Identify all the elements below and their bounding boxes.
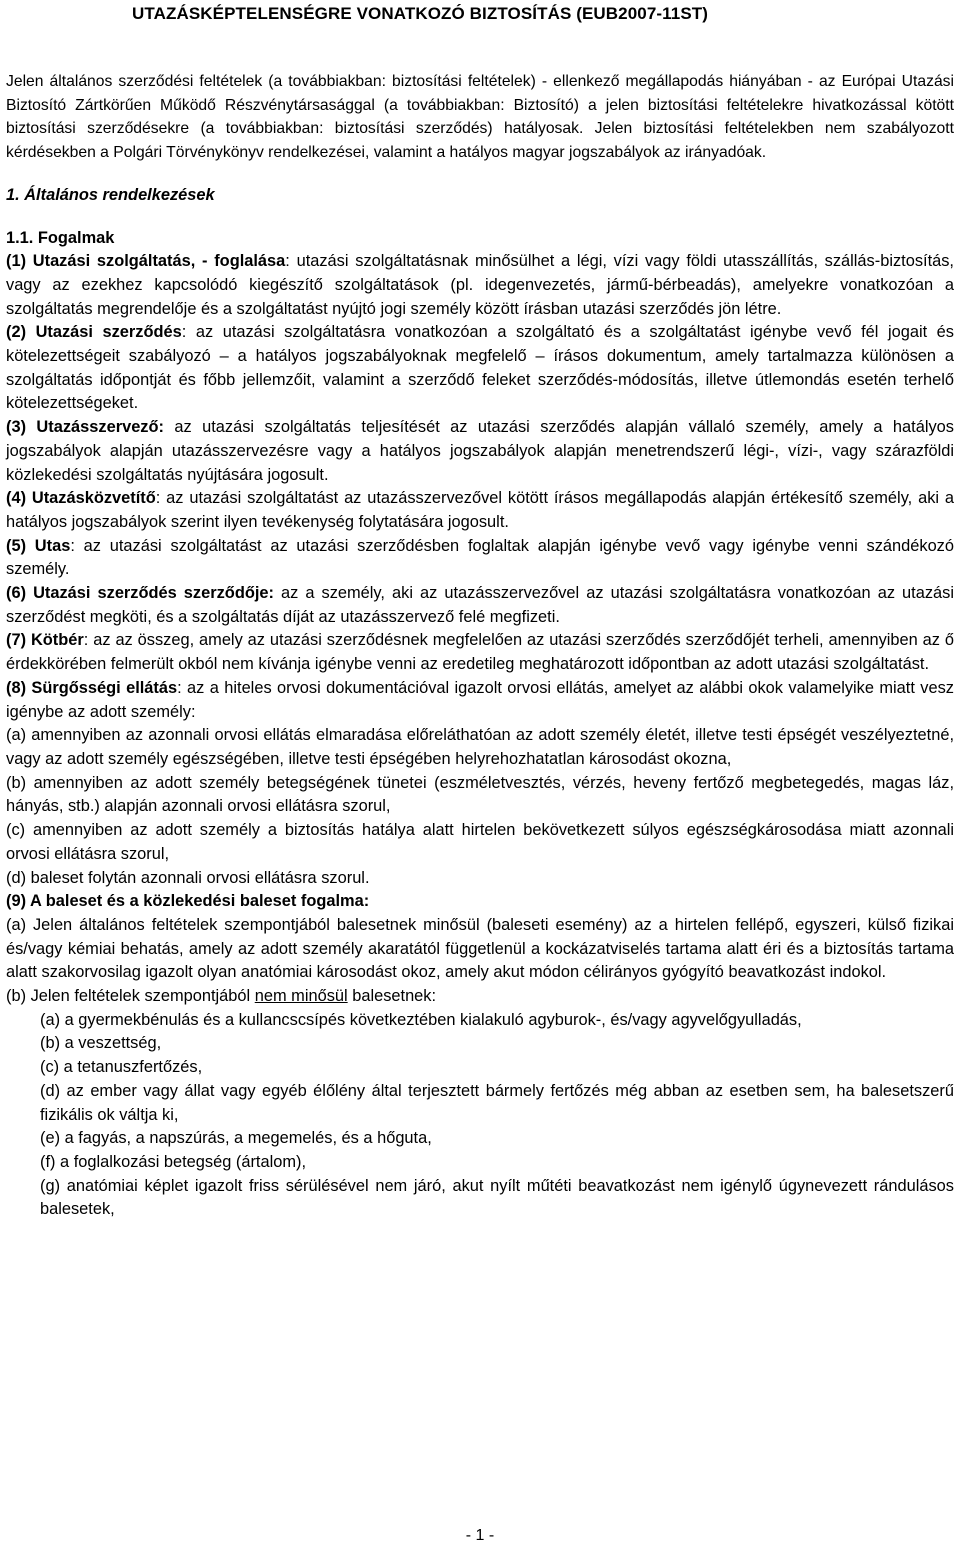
definition-5 (6, 535, 954, 582)
definition-8-item-d: (d) baleset folytán azonnali orvosi ellátásra szorul. (6, 868, 370, 887)
definition-2 (6, 321, 954, 416)
page-number: - 1 - (465, 1527, 495, 1544)
definition-7 (6, 629, 954, 676)
exclusion-item: (g) anatómiai képlet igazolt friss sérülésével nem járó, akut nyílt műtéti beavatkozást nem igénylő úgynevezett rándulásos balesetek, (40, 1176, 954, 1219)
exclusion-item: (f) a foglalkozási betegség (ártalom), (40, 1152, 307, 1171)
definition-term: (4) Utazásközvetítő (6, 489, 156, 508)
section-heading: 1. Általános rendelkezések (6, 185, 215, 204)
definition-term: (1) Utazási szolgáltatás, - foglalása (6, 252, 286, 271)
definition-term: (3) Utazásszervező: (6, 418, 164, 437)
exclusion-item: (c) a tetanuszfertőzés, (40, 1058, 203, 1077)
definition-8-item-a: (a) amennyiben az azonnali orvosi ellátás elmaradása előreláthatóan az adott személy életét, illetve testi épségét veszélyeztetné, vagy az adott személy egészségében, illetve testi épségében helyrehozhatatlan károsodást okozna, (6, 726, 954, 768)
definition-9-item-a: (a) Jelen általános feltételek szempontjából balesetnek minősül (baleseti esemény) az a hirtelen fellépő, egyszeri, külső fizikai és/vagy kémiai behatás, amely az adott személy akaratától függetlenül a kockázatviselés tartama alatt éri és a biztosítás tartama alatt szakorvosilag igazolt olyan anatómiai károsodást okoz, amely akut módon célirányos gyógyító beavatkozást indokol. (6, 915, 954, 982)
definition-term: (8) Sürgősségi ellátás (6, 678, 178, 697)
definition-6 (6, 582, 954, 629)
definition-term: (2) Utazási szerződés (6, 323, 182, 342)
definition-4 (6, 487, 954, 534)
definition-8-item-c: (c) amennyiben az adott személy a biztosítás hatálya alatt hirtelen bekövetkezett súlyos egészségkárosodása miatt azonnali orvosi ellátásra szorul, (6, 821, 954, 863)
exclusion-item: (e) a fagyás, a napszúrás, a megemelés, és a hőguta, (40, 1129, 432, 1148)
intro-paragraph: Jelen általános szerződési feltételek (a továbbiakban: biztosítási feltételek) - ellenkező megállapodás hiányában - az Európai Utazási Biztosító Zártkörűen Működő Részvénytársasággal (a továbbiakban: Biztosító) a jelen biztosítási feltételekre hivatkozással kötött biztosítási szerződésekre (a továbbiakban: biztosítási szerződés) hatályosak. Jelen biztosítási feltételekben nem szabályozott kérdésekben a Polgári Törvénykönyv rendelkezései, valamint a hatályos magyar jogszabályok az irányadóak. (6, 73, 954, 162)
definition-term: (5) Utas (6, 536, 71, 555)
definition-text: az a személy, aki az utazásszervezővel az utazási szolgáltatásra vonatkozóan az utazási szerződést megköti, és a szolgáltatás díját az utazásszervező felé megfizeti. (6, 584, 954, 626)
definition-text: : az utazási szolgáltatást az utazásszervezővel kötött írásos megállapodás alapján értékesítő személy, aki a hatályos jogszabályok szerint ilyen tevékenység folytatására jogosult. (6, 489, 954, 531)
definition-8-item-b: (b) amennyiben az adott személy betegségének tünetei (eszméletvesztés, vérzés, heveny fertőző megbetegedés, magas láz, hányás, stb.) alapján azonnali orvosi ellátásra szorul, (6, 773, 954, 816)
definition-8 (6, 677, 954, 724)
definition-text: : az utazási szolgáltatást az utazási szerződésben foglaltak alapján igénybe vevő vagy igénybe venni szándékozó személy. (6, 536, 954, 579)
exclusion-item: (a) a gyermekbénulás és a kullancscsípés következtében kialakuló agyburok-, és/vagy agyvelőgyulladás, (40, 1010, 802, 1029)
document-body (6, 70, 954, 1222)
exclusion-item: (b) a veszettség, (40, 1034, 162, 1053)
definition-text: : az utazási szolgáltatásra vonatkozóan a szolgáltató és a szolgáltatást igénybe vevő fél jogait és kötelezettségeit szabályozó – a hatályos jogszabályoknak megfelelő – írásos dokumentum, amely tartalmazza különösen a szolgáltatás időpontját és főbb jellemzőit, valamint a szerződő feleket szerződés-módosítás, illetve útlemondás esetén terhelő kötelezettségeket. (6, 323, 954, 413)
subsection-heading: 1.1. Fogalmak (6, 228, 115, 247)
definition-9 (6, 890, 954, 914)
definition-text: : az az összeg, amely az utazási szerződésnek megfelelően az utazási szerződés szerződőjét terheli, amennyiben az ő érdekkörében felmerült okból nem kívánja igénybe venni az eredetileg meghatározott időpontban az adott utazási szolgáltatást. (6, 631, 955, 674)
definition-term: (6) Utazási szerződés szerződője: (6, 584, 274, 603)
definition-1 (6, 250, 954, 321)
definition-term: (7) Kötbér (6, 631, 84, 650)
definition-text: : utazási szolgáltatásnak minősülhet a légi, vízi vagy földi utasszállítás, szállás-biztosítás, vagy az ezekhez kapcsolódó kiegészítő szolgáltatások (pl. idegenvezetés, jármű-bérbeadás), amelyekre vonatkozóan a szolgáltatás megrendelője és a szolgáltatást nyújtó jogi személy között írásban utazási szerződés jön létre. (6, 252, 954, 318)
exclusion-item: (d) az ember vagy állat vagy egyéb élőlény által terjesztett bármely fertőzés még abban az esetben sem, ha balesetszerű fizikális ok váltja ki, (40, 1081, 954, 1124)
definition-text: az utazási szolgáltatás teljesítését az utazási szerződés alapján vállaló személy, amely a hatályos jogszabályok alapján utazásszervezésre vagy a hatályos jogszabályok alapján menetrendszerű légi-, vízi-, vagy szárazföldi közlekedési szolgáltatás nyújtására jogosult. (6, 418, 954, 484)
definition-text: : az a hiteles orvosi dokumentációval igazolt orvosi ellátás, amelyet az alábbi okok valamelyike miatt vesz igénybe az adott személy: (6, 678, 954, 721)
definition-term: (9) A baleset és a közlekedési baleset fogalma: (6, 892, 370, 911)
definition-3 (6, 416, 954, 487)
definition-9-item-b: (b) Jelen feltételek szempontjából nem minősül balesetnek: (6, 987, 437, 1006)
underlined-phrase: nem minősül (254, 987, 348, 1006)
document-title: UTAZÁSKÉPTELENSÉGRE VONATKOZÓ BIZTOSÍTÁS (EUB2007-11ST) (132, 4, 709, 23)
